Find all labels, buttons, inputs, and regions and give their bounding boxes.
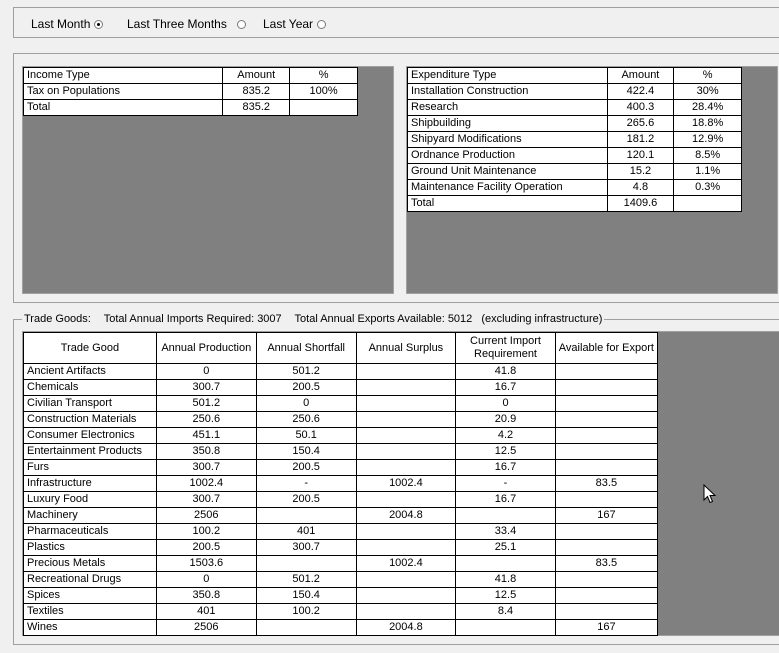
expenditure-cell-type: Total [408, 196, 608, 212]
trade-cell-available-export [555, 572, 657, 588]
trade-row[interactable] [24, 396, 658, 412]
trade-cell-production: 300.7 [156, 492, 256, 508]
trade-cell-shortfall: 501.2 [256, 364, 356, 380]
trade-cell-import-requirement: 41.8 [456, 364, 556, 380]
trade-cell-good: Luxury Food [24, 492, 157, 508]
trade-cell-surplus [356, 396, 456, 412]
trade-cell-good: Machinery [24, 508, 157, 524]
trade-cell-production: 1002.4 [156, 476, 256, 492]
trade-cell-available-export: 83.5 [555, 476, 657, 492]
trade-cell-shortfall: 200.5 [256, 380, 356, 396]
trade-cell-shortfall: 150.4 [256, 588, 356, 604]
trade-cell-surplus: 2004.8 [356, 508, 456, 524]
trade-cell-good: Precious Metals [24, 556, 157, 572]
trade-cell-good: Spices [24, 588, 157, 604]
expenditure-cell-type: Ground Unit Maintenance [408, 164, 608, 180]
income-cell-amount: 835.2 [223, 84, 290, 100]
expenditure-cell-amount: 181.2 [607, 132, 674, 148]
trade-cell-import-requirement: 41.8 [456, 572, 556, 588]
trade-header-surplus[interactable]: Annual Surplus [356, 333, 456, 364]
trade-cell-available-export [555, 396, 657, 412]
income-row[interactable] [24, 84, 358, 100]
trade-cell-import-requirement: 12.5 [456, 444, 556, 460]
trade-cell-production: 250.6 [156, 412, 256, 428]
trade-cell-good: Plastics [24, 540, 157, 556]
trade-cell-available-export [555, 604, 657, 620]
expenditure-row[interactable] [408, 84, 742, 100]
trade-cell-good: Consumer Electronics [24, 428, 157, 444]
trade-cell-surplus [356, 460, 456, 476]
trade-cell-production: 0 [156, 572, 256, 588]
expenditure-cell-type: Maintenance Facility Operation [408, 180, 608, 196]
expenditure-row[interactable] [408, 148, 742, 164]
trade-cell-import-requirement: 12.5 [456, 588, 556, 604]
trade-cell-good: Pharmaceuticals [24, 524, 157, 540]
trade-cell-shortfall [256, 556, 356, 572]
expenditure-cell-pct: 12.9% [674, 132, 742, 148]
expenditure-header-pct[interactable]: % [674, 68, 742, 84]
expenditure-cell-amount: 1409.6 [607, 196, 674, 212]
trade-cell-import-requirement: 25.1 [456, 540, 556, 556]
trade-cell-good: Chemicals [24, 380, 157, 396]
expenditure-cell-amount: 422.4 [607, 84, 674, 100]
trade-header-production[interactable]: Annual Production [156, 333, 256, 364]
trade-cell-available-export [555, 364, 657, 380]
trade-cell-surplus [356, 492, 456, 508]
trade-cell-import-requirement: 16.7 [456, 492, 556, 508]
trade-cell-shortfall: 0 [256, 396, 356, 412]
trade-cell-production: 300.7 [156, 460, 256, 476]
expenditure-cell-amount: 120.1 [607, 148, 674, 164]
expenditure-cell-pct: 0.3% [674, 180, 742, 196]
expenditure-cell-pct: 1.1% [674, 164, 742, 180]
trade-cell-surplus [356, 364, 456, 380]
trade-cell-import-requirement: 0 [456, 396, 556, 412]
trade-cell-shortfall: 250.6 [256, 412, 356, 428]
trade-cell-good: Construction Materials [24, 412, 157, 428]
trade-row[interactable] [24, 508, 658, 524]
radio-last-three-months-label: Last Three Months [127, 17, 227, 31]
expenditure-cell-pct: 8.5% [674, 148, 742, 164]
expenditure-cell-pct: 18.8% [674, 116, 742, 132]
expenditure-cell-type: Shipyard Modifications [408, 132, 608, 148]
trade-cell-good: Ancient Artifacts [24, 364, 157, 380]
trade-cell-import-requirement [456, 556, 556, 572]
trade-cell-available-export [555, 460, 657, 476]
trade-cell-shortfall: 300.7 [256, 540, 356, 556]
trade-cell-import-requirement: 16.7 [456, 380, 556, 396]
trade-cell-shortfall: 200.5 [256, 460, 356, 476]
trade-cell-production: 0 [156, 364, 256, 380]
trade-cell-production: 501.2 [156, 396, 256, 412]
trade-header-available-export[interactable]: Available for Export [555, 333, 657, 364]
trade-cell-good: Entertainment Products [24, 444, 157, 460]
income-cell-pct [290, 100, 358, 116]
trade-cell-shortfall [256, 620, 356, 636]
radio-last-year-button[interactable] [317, 20, 326, 29]
trade-cell-surplus [356, 524, 456, 540]
trade-cell-surplus [356, 572, 456, 588]
trade-cell-import-requirement: 33.4 [456, 524, 556, 540]
trade-cell-surplus [356, 428, 456, 444]
trade-cell-available-export [555, 444, 657, 460]
trade-grid [22, 331, 779, 636]
trade-cell-shortfall: 501.2 [256, 572, 356, 588]
expenditure-row[interactable] [408, 164, 742, 180]
income-table [23, 67, 358, 116]
trade-cell-good: Wines [24, 620, 157, 636]
trade-cell-production: 100.2 [156, 524, 256, 540]
trade-cell-production: 350.8 [156, 444, 256, 460]
expenditure-row[interactable] [408, 100, 742, 116]
trade-cell-import-requirement: 16.7 [456, 460, 556, 476]
expenditure-cell-amount: 265.6 [607, 116, 674, 132]
trade-cell-good: Textiles [24, 604, 157, 620]
income-cell-type: Total [24, 100, 223, 116]
trade-cell-surplus [356, 444, 456, 460]
radio-last-month-button[interactable] [94, 20, 103, 29]
trade-cell-import-requirement [456, 620, 556, 636]
trade-row[interactable] [24, 524, 658, 540]
period-selector [13, 7, 779, 38]
expenditure-row[interactable] [408, 116, 742, 132]
trade-cell-available-export [555, 492, 657, 508]
trade-cell-surplus [356, 412, 456, 428]
trade-cell-shortfall: - [256, 476, 356, 492]
expenditure-row[interactable] [408, 180, 742, 196]
trade-cell-import-requirement: 4.2 [456, 428, 556, 444]
trade-cell-surplus: 1002.4 [356, 476, 456, 492]
trade-note: (excluding infrastructure) [481, 313, 603, 325]
trade-cell-available-export: 167 [555, 508, 657, 524]
trade-row[interactable] [24, 492, 658, 508]
trade-cell-available-export [555, 524, 657, 540]
trade-row[interactable] [24, 412, 658, 428]
trade-imports-summary: Total Annual Imports Required: 3007 [103, 313, 282, 325]
expenditure-row[interactable] [408, 196, 742, 212]
expenditure-row[interactable] [408, 132, 742, 148]
trade-exports-summary: Total Annual Exports Available: 5012 [294, 313, 473, 325]
trade-row[interactable] [24, 556, 658, 572]
income-header-amount[interactable]: Amount [223, 68, 290, 84]
trade-cell-shortfall: 200.5 [256, 492, 356, 508]
trade-row[interactable] [24, 604, 658, 620]
trade-cell-good: Recreational Drugs [24, 572, 157, 588]
trade-cell-available-export [555, 540, 657, 556]
expenditure-cell-pct: 30% [674, 84, 742, 100]
trade-cell-shortfall [256, 508, 356, 524]
trade-cell-import-requirement [456, 508, 556, 524]
income-cell-pct: 100% [290, 84, 358, 100]
income-grid [22, 66, 394, 294]
trade-cell-production: 350.8 [156, 588, 256, 604]
trade-row[interactable] [24, 444, 658, 460]
radio-last-three-months-button[interactable] [237, 20, 246, 29]
trade-header-import-requirement[interactable]: Current Import Requirement [456, 333, 556, 364]
trade-cell-surplus [356, 604, 456, 620]
trade-cell-surplus [356, 588, 456, 604]
mouse-pointer-icon [703, 484, 717, 507]
expenditure-cell-type: Shipbuilding [408, 116, 608, 132]
radio-last-year-label: Last Year [263, 17, 314, 31]
trade-cell-production: 451.1 [156, 428, 256, 444]
trade-row[interactable] [24, 364, 658, 380]
radio-last-month-label: Last Month [31, 17, 91, 31]
trade-cell-available-export [555, 380, 657, 396]
trade-cell-import-requirement: 8.4 [456, 604, 556, 620]
radio-last-month[interactable] [31, 17, 103, 31]
trade-table [23, 332, 658, 636]
trade-caption-label: Trade Goods: [24, 313, 91, 325]
trade-cell-available-export [555, 428, 657, 444]
trade-cell-surplus: 2004.8 [356, 620, 456, 636]
trade-cell-import-requirement: 20.9 [456, 412, 556, 428]
trade-row[interactable] [24, 476, 658, 492]
expenditure-cell-pct: 28.4% [674, 100, 742, 116]
trade-cell-shortfall: 50.1 [256, 428, 356, 444]
income-cell-amount: 835.2 [223, 100, 290, 116]
trade-row[interactable] [24, 540, 658, 556]
trade-goods-caption [22, 313, 604, 325]
trade-cell-available-export: 167 [555, 620, 657, 636]
trade-row[interactable] [24, 620, 658, 636]
trade-cell-surplus: 1002.4 [356, 556, 456, 572]
trade-cell-available-export: 83.5 [555, 556, 657, 572]
trade-cell-good: Infrastructure [24, 476, 157, 492]
trade-cell-shortfall: 150.4 [256, 444, 356, 460]
trade-row[interactable] [24, 588, 658, 604]
expenditure-cell-type: Research [408, 100, 608, 116]
trade-header-shortfall[interactable]: Annual Shortfall [256, 333, 356, 364]
trade-cell-import-requirement: - [456, 476, 556, 492]
radio-last-three-months[interactable] [127, 17, 246, 31]
trade-cell-production: 300.7 [156, 380, 256, 396]
expenditure-cell-amount: 4.8 [607, 180, 674, 196]
trade-row[interactable] [24, 380, 658, 396]
expenditure-table [407, 67, 742, 212]
trade-cell-production: 200.5 [156, 540, 256, 556]
trade-cell-available-export [555, 588, 657, 604]
trade-cell-surplus [356, 540, 456, 556]
trade-row[interactable] [24, 460, 658, 476]
income-cell-type: Tax on Populations [24, 84, 223, 100]
trade-cell-surplus [356, 380, 456, 396]
expenditure-cell-pct [674, 196, 742, 212]
trade-cell-production: 1503.6 [156, 556, 256, 572]
expenditure-header-amount[interactable]: Amount [607, 68, 674, 84]
income-row[interactable] [24, 100, 358, 116]
trade-cell-good: Furs [24, 460, 157, 476]
expenditure-header-type[interactable]: Expenditure Type [408, 68, 608, 84]
trade-cell-shortfall: 401 [256, 524, 356, 540]
trade-row[interactable] [24, 572, 658, 588]
expenditure-cell-type: Ordnance Production [408, 148, 608, 164]
trade-cell-production: 401 [156, 604, 256, 620]
trade-row[interactable] [24, 428, 658, 444]
radio-last-year[interactable] [263, 17, 326, 31]
expenditure-cell-amount: 400.3 [607, 100, 674, 116]
trade-cell-shortfall: 100.2 [256, 604, 356, 620]
trade-cell-good: Civilian Transport [24, 396, 157, 412]
income-header-type[interactable]: Income Type [24, 68, 223, 84]
income-header-pct[interactable]: % [290, 68, 358, 84]
trade-header-good[interactable]: Trade Good [24, 333, 157, 364]
expenditure-cell-type: Installation Construction [408, 84, 608, 100]
trade-cell-available-export [555, 412, 657, 428]
expenditure-cell-amount: 15.2 [607, 164, 674, 180]
expenditure-grid [406, 66, 778, 294]
trade-cell-production: 2506 [156, 508, 256, 524]
trade-cell-production: 2506 [156, 620, 256, 636]
